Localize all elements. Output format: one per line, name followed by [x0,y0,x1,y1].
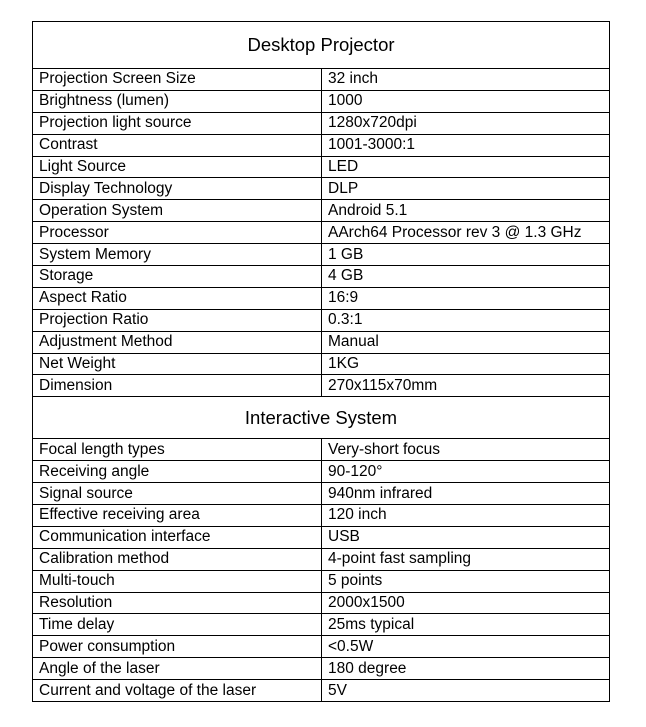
spec-value: Very-short focus [322,439,610,461]
spec-value: 90-120° [322,461,610,483]
spec-value: 2000x1500 [322,592,610,614]
spec-label: Projection Screen Size [33,69,322,91]
spec-value: 32 inch [322,69,610,91]
table-row [33,244,610,266]
spec-value: 270x115x70mm [322,375,610,397]
spec-label: Operation System [33,200,322,222]
table-row [33,156,610,178]
table-row [33,353,610,375]
spec-label: Resolution [33,592,322,614]
spec-label: Light Source [33,156,322,178]
spec-value: LED [322,156,610,178]
spec-table [32,21,610,702]
spec-label: Calibration method [33,548,322,570]
table-row [33,222,610,244]
spec-label: Dimension [33,375,322,397]
table-row [33,200,610,222]
table-row [33,90,610,112]
spec-value: 5 points [322,570,610,592]
spec-label: Processor [33,222,322,244]
spec-value: 5V [322,680,610,702]
spec-label: Net Weight [33,353,322,375]
spec-value: 120 inch [322,505,610,527]
spec-label: Time delay [33,614,322,636]
spec-label: Focal length types [33,439,322,461]
spec-value: <0.5W [322,636,610,658]
table-row [33,526,610,548]
spec-label: System Memory [33,244,322,266]
spec-label: Adjustment Method [33,331,322,353]
table-row [33,570,610,592]
table-row [33,636,610,658]
table-row [33,658,610,680]
spec-value: Android 5.1 [322,200,610,222]
spec-label: Multi-touch [33,570,322,592]
spec-table-body [33,22,610,702]
spec-value: 1280x720dpi [322,112,610,134]
spec-label: Current and voltage of the laser [33,680,322,702]
spec-label: Brightness (lumen) [33,90,322,112]
spec-label: Receiving angle [33,461,322,483]
table-row [33,680,610,702]
spec-value: 16:9 [322,287,610,309]
table-row [33,112,610,134]
spec-value: 1001-3000:1 [322,134,610,156]
spec-value: 180 degree [322,658,610,680]
spec-label: Power consumption [33,636,322,658]
table-row [33,592,610,614]
section-title: Desktop Projector [33,22,610,69]
spec-value: 1KG [322,353,610,375]
spec-value: 940nm infrared [322,483,610,505]
spec-label: Signal source [33,483,322,505]
spec-value: USB [322,526,610,548]
spec-label: Display Technology [33,178,322,200]
spec-label: Aspect Ratio [33,287,322,309]
section-header-row [33,22,610,69]
table-row [33,439,610,461]
spec-value: 1000 [322,90,610,112]
table-row [33,375,610,397]
spec-value: DLP [322,178,610,200]
table-row [33,548,610,570]
spec-label: Effective receiving area [33,505,322,527]
table-row [33,614,610,636]
spec-value: 0.3:1 [322,309,610,331]
spec-value: 1 GB [322,244,610,266]
table-row [33,309,610,331]
table-row [33,134,610,156]
section-title: Interactive System [33,397,610,439]
spec-value: 4 GB [322,266,610,288]
spec-label: Contrast [33,134,322,156]
spec-value: Manual [322,331,610,353]
table-row [33,331,610,353]
spec-value: AArch64 Processor rev 3 @ 1.3 GHz [322,222,610,244]
section-header-row [33,397,610,439]
spec-label: Angle of the laser [33,658,322,680]
table-row [33,505,610,527]
spec-label: Storage [33,266,322,288]
table-row [33,461,610,483]
table-row [33,483,610,505]
table-row [33,69,610,91]
spec-value: 25ms typical [322,614,610,636]
spec-label: Projection Ratio [33,309,322,331]
spec-label: Communication interface [33,526,322,548]
spec-value: 4-point fast sampling [322,548,610,570]
table-row [33,178,610,200]
table-row [33,266,610,288]
spec-label: Projection light source [33,112,322,134]
table-row [33,287,610,309]
